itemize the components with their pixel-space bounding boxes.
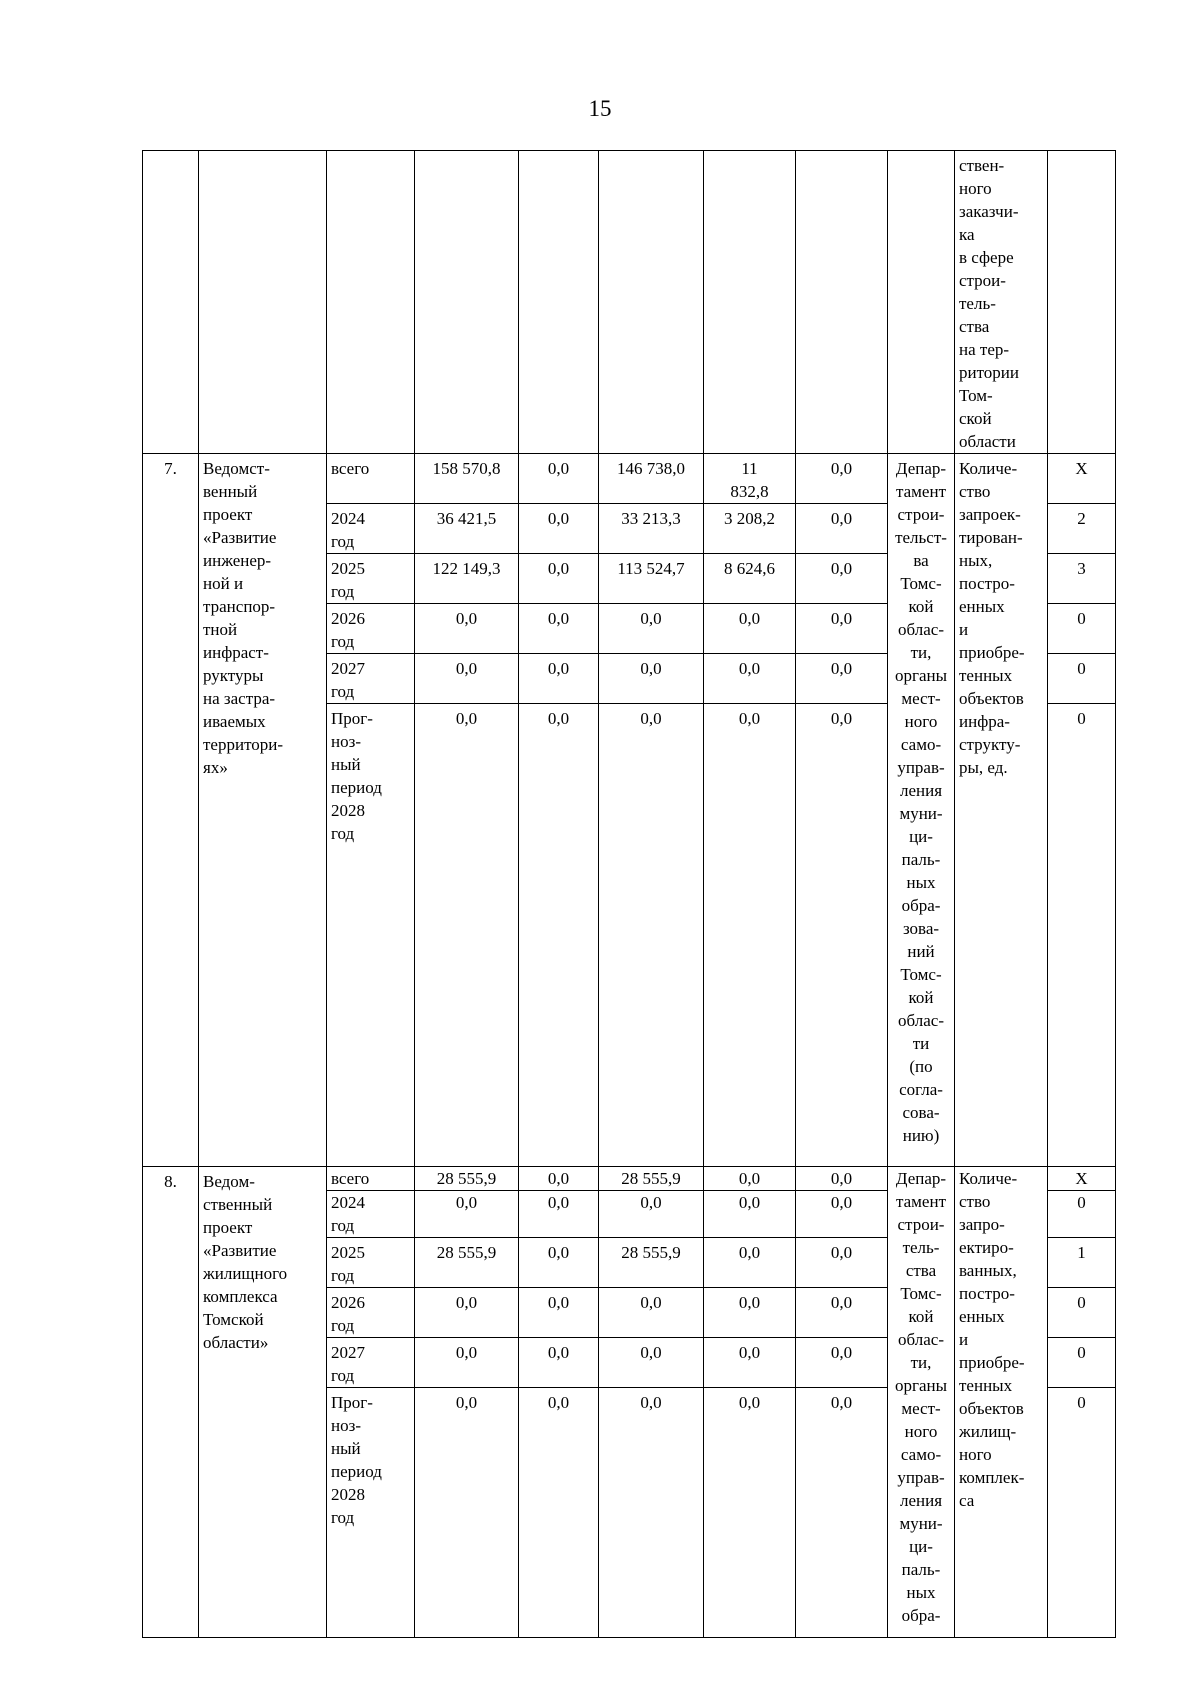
executor: Депар- тамент строи- тель- ства Томс- кой облас- ти, органы мест- ного само- управ- ления муни- ци- паль- ных обра- [888, 1167, 955, 1638]
row-number: 8. [143, 1167, 199, 1638]
value-other: 0,0 [796, 554, 888, 604]
period-label: всего [327, 454, 415, 504]
result-value: Х [1048, 454, 1116, 504]
value-other: 0,0 [796, 454, 888, 504]
result-value: 0 [1048, 1191, 1116, 1238]
period-label: всего [327, 1167, 415, 1191]
value-regional: 33 213,3 [599, 504, 704, 554]
value-federal: 0,0 [519, 604, 599, 654]
table-cell [888, 151, 955, 454]
value-other: 0,0 [796, 654, 888, 704]
project-name: Ведом- ственный проект «Развитие жилищного комплекса Томской области» [199, 1167, 327, 1638]
result-value: 0 [1048, 1388, 1116, 1638]
period-label: 2025 год [327, 1238, 415, 1288]
value-federal: 0,0 [519, 1338, 599, 1388]
value-total: 0,0 [415, 704, 519, 1167]
period-label: 2027 год [327, 1338, 415, 1388]
value-other: 0,0 [796, 1238, 888, 1288]
value-local: 0,0 [704, 1191, 796, 1238]
value-regional: 0,0 [599, 1388, 704, 1638]
value-other: 0,0 [796, 1191, 888, 1238]
value-local: 0,0 [704, 1388, 796, 1638]
value-regional: 28 555,9 [599, 1167, 704, 1191]
value-regional: 0,0 [599, 604, 704, 654]
table-cell [143, 151, 199, 454]
value-other: 0,0 [796, 1167, 888, 1191]
value-regional: 0,0 [599, 1191, 704, 1238]
value-other: 0,0 [796, 504, 888, 554]
value-other: 0,0 [796, 704, 888, 1167]
value-local: 0,0 [704, 1238, 796, 1288]
value-federal: 0,0 [519, 1167, 599, 1191]
value-federal: 0,0 [519, 1288, 599, 1338]
result-value: 1 [1048, 1238, 1116, 1288]
result-value: 0 [1048, 1288, 1116, 1338]
value-local: 0,0 [704, 654, 796, 704]
period-label: 2027 год [327, 654, 415, 704]
value-total: 0,0 [415, 654, 519, 704]
continuation-row [143, 151, 1116, 454]
table-cell [796, 151, 888, 454]
result-value: 0 [1048, 1338, 1116, 1388]
value-federal: 0,0 [519, 654, 599, 704]
table-cell [704, 151, 796, 454]
table-cell [1048, 151, 1116, 454]
value-regional: 0,0 [599, 1338, 704, 1388]
table-cell [199, 151, 327, 454]
value-total: 28 555,9 [415, 1238, 519, 1288]
period-label: 2024 год [327, 1191, 415, 1238]
period-label: 2024 год [327, 504, 415, 554]
project-name: Ведомст- венный проект «Развитие инженер- ной и транспор- тной инфраст- руктуры на застра- иваемых территори- ях» [199, 454, 327, 1167]
value-local: 11 832,8 [704, 454, 796, 504]
value-total: 0,0 [415, 1338, 519, 1388]
value-total: 122 149,3 [415, 554, 519, 604]
result-value: 2 [1048, 504, 1116, 554]
value-local: 0,0 [704, 1288, 796, 1338]
period-label: Прог- ноз- ный период 2028 год [327, 704, 415, 1167]
value-federal: 0,0 [519, 504, 599, 554]
value-federal: 0,0 [519, 1388, 599, 1638]
table-cell [519, 151, 599, 454]
result-value: 0 [1048, 654, 1116, 704]
table-row [143, 1167, 1116, 1191]
value-other: 0,0 [796, 1388, 888, 1638]
row-number: 7. [143, 454, 199, 1167]
value-other: 0,0 [796, 1338, 888, 1388]
value-local: 0,0 [704, 1338, 796, 1388]
value-regional: 113 524,7 [599, 554, 704, 604]
value-total: 158 570,8 [415, 454, 519, 504]
value-federal: 0,0 [519, 704, 599, 1167]
value-total: 0,0 [415, 604, 519, 654]
value-total: 0,0 [415, 1191, 519, 1238]
value-local: 8 624,6 [704, 554, 796, 604]
table-cell [599, 151, 704, 454]
result-value: 0 [1048, 704, 1116, 1167]
value-other: 0,0 [796, 1288, 888, 1338]
value-federal: 0,0 [519, 1191, 599, 1238]
result-value: 3 [1048, 554, 1116, 604]
table-cell [415, 151, 519, 454]
value-total: 0,0 [415, 1388, 519, 1638]
period-label: 2026 год [327, 604, 415, 654]
value-federal: 0,0 [519, 554, 599, 604]
value-regional: 0,0 [599, 654, 704, 704]
result-value: Х [1048, 1167, 1116, 1191]
value-other: 0,0 [796, 604, 888, 654]
table-cell [327, 151, 415, 454]
value-regional: 28 555,9 [599, 1238, 704, 1288]
program-table [142, 150, 1116, 1638]
indicator-cell: ствен- ного заказчи- ка в сфере строи- тель- ства на тер- ритории Том- ской области [955, 151, 1048, 454]
value-local: 3 208,2 [704, 504, 796, 554]
value-total: 0,0 [415, 1288, 519, 1338]
value-regional: 0,0 [599, 704, 704, 1167]
value-local: 0,0 [704, 704, 796, 1167]
page-number: 15 [588, 96, 612, 121]
period-label: 2026 год [327, 1288, 415, 1338]
table-row [143, 454, 1116, 504]
value-total: 28 555,9 [415, 1167, 519, 1191]
value-local: 0,0 [704, 604, 796, 654]
indicator: Количе- ство запро- ектиро- ванных, постро- енных и приобре- тенных объектов жилищ- ного комплек- са [955, 1167, 1048, 1638]
value-total: 36 421,5 [415, 504, 519, 554]
value-regional: 146 738,0 [599, 454, 704, 504]
value-federal: 0,0 [519, 454, 599, 504]
value-regional: 0,0 [599, 1288, 704, 1338]
value-federal: 0,0 [519, 1238, 599, 1288]
executor: Депар- тамент строи- тельст- ва Томс- кой облас- ти, органы мест- ного само- управ- ления муни- ци- паль- ных обра- зова- ний Томс- кой облас- ти (по согла- сова- нию) [888, 454, 955, 1167]
indicator: Количе- ство запроек- тирован- ных, постро- енных и приобре- тенных объектов инфра- структу- ры, ед. [955, 454, 1048, 1167]
period-label: Прог- ноз- ный период 2028 год [327, 1388, 415, 1638]
value-local: 0,0 [704, 1167, 796, 1191]
period-label: 2025 год [327, 554, 415, 604]
result-value: 0 [1048, 604, 1116, 654]
